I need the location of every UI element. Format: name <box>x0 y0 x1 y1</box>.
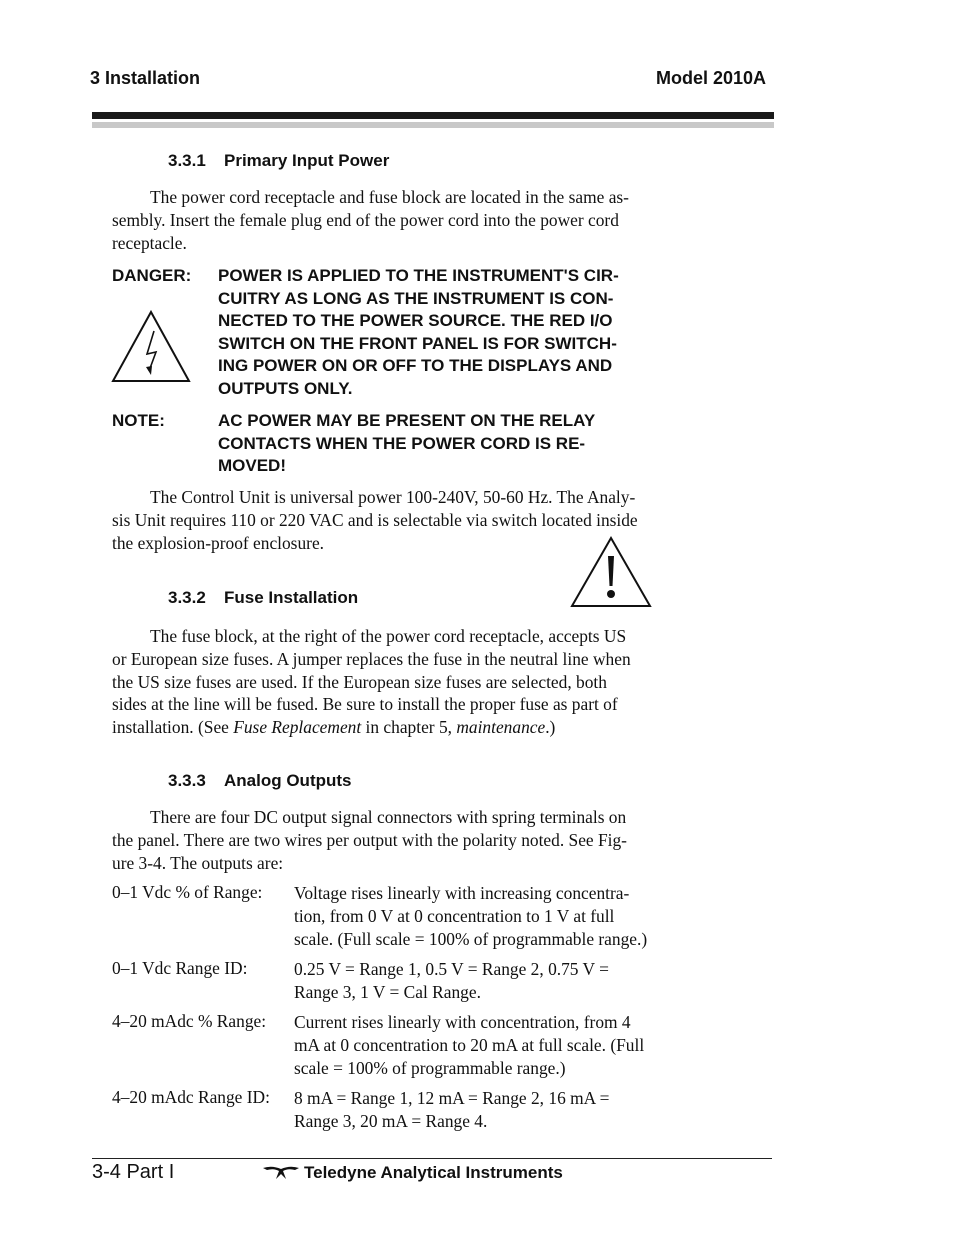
para-line: ure 3-4. The outputs are: <box>112 852 284 873</box>
para-line: or European size fuses. A jumper replaces the fuse in the neutral line when <box>112 648 631 669</box>
danger-line: NECTED TO THE POWER SOURCE. THE RED I/O <box>218 311 613 330</box>
output-line: mA at 0 concentration to 20 mA at full scale. (Full <box>294 1034 645 1055</box>
company-name: Teledyne Analytical Instruments <box>304 1163 563 1182</box>
para-line: the explosion-proof enclosure. <box>112 532 325 553</box>
paragraph-power-cord <box>112 186 682 254</box>
model-header: Model 2010A <box>656 68 767 88</box>
danger-text <box>218 265 678 400</box>
danger-label: DANGER: <box>112 266 192 285</box>
section-heading-3-3-2 <box>168 588 358 608</box>
note-line: AC POWER MAY BE PRESENT ON THE RELAY <box>218 411 596 430</box>
section-heading-3-3-3 <box>168 771 351 791</box>
para-line: sis Unit requires 110 or 220 VAC and is selectable via switch located inside <box>112 509 638 530</box>
note-text <box>218 410 678 478</box>
paragraph-fuse <box>112 625 682 739</box>
section-number: 3.3.1 <box>168 151 206 170</box>
header-rule <box>92 112 774 119</box>
danger-line: ING POWER ON OR OFF TO THE DISPLAYS AND <box>218 356 613 375</box>
para-line: The Control Unit is universal power 100-240V, 50-60 Hz. The Analy- <box>150 487 636 507</box>
output-label: 4–20 mAdc % Range: <box>112 1011 267 1031</box>
output-line: scale = 100% of programmable range.) <box>294 1057 566 1078</box>
text-run: .) <box>545 717 556 738</box>
para-line: sembly. Insert the female plug end of the power cord into the power cord <box>112 209 619 230</box>
output-line: scale. (Full scale = 100% of programmable range.) <box>294 928 648 949</box>
section-title: Fuse Installation <box>224 588 359 607</box>
para-line: the panel. There are two wires per output with the polarity noted. See Fig- <box>112 829 627 850</box>
para-line: The power cord receptacle and fuse block are located in the same as- <box>150 187 629 207</box>
para-line: The fuse block, at the right of the power cord receptacle, accepts US <box>150 626 627 646</box>
section-title: Analog Outputs <box>224 771 352 790</box>
output-line: Voltage rises linearly with increasing concentra- <box>294 883 630 903</box>
section-number: 3.3.3 <box>168 771 206 790</box>
output-label: 0–1 Vdc % of Range: <box>112 882 263 902</box>
note-label: NOTE: <box>112 411 165 430</box>
output-description <box>294 958 694 1004</box>
danger-line: SWITCH ON THE FRONT PANEL IS FOR SWITCH- <box>218 333 617 353</box>
danger-line: OUTPUTS ONLY. <box>218 378 353 398</box>
text-run: installation. (See <box>112 717 234 738</box>
paragraph-analog-outputs <box>112 806 682 874</box>
output-line: 0.25 V = Range 1, 0.5 V = Range 2, 0.75 V = <box>294 959 609 979</box>
para-line: sides at the line will be fused. Be sure to install the proper fuse as part of <box>112 694 618 715</box>
output-line: tion, from 0 V at 0 concentration to 1 V at full <box>294 905 615 926</box>
section-heading-3-3-1 <box>168 151 389 171</box>
para-line: the US size fuses are used. If the European size fuses are selected, both <box>112 671 607 692</box>
output-line: Range 3, 1 V = Cal Range. <box>294 981 481 1002</box>
electric-shock-warning-icon <box>110 309 192 384</box>
output-line: Current rises linearly with concentration, from 4 <box>294 1012 631 1032</box>
teledyne-logo-icon <box>262 1165 300 1181</box>
chapter-header: 3 Installation <box>90 68 201 88</box>
para-line <box>112 716 682 739</box>
text-run: in chapter 5, <box>361 717 457 738</box>
footer-rule <box>92 1158 772 1159</box>
page-number: 3-4 Part I <box>92 1161 175 1183</box>
maintenance-ref: maintenance <box>456 717 546 738</box>
section-title: Primary Input Power <box>224 151 390 170</box>
output-line: 8 mA = Range 1, 12 mA = Range 2, 16 mA = <box>294 1088 610 1108</box>
output-label: 4–20 mAdc Range ID: <box>112 1087 270 1107</box>
note-line: CONTACTS WHEN THE POWER CORD IS RE- <box>218 433 586 453</box>
danger-line: CUITRY AS LONG AS THE INSTRUMENT IS CON- <box>218 288 614 308</box>
note-line: MOVED! <box>218 456 286 475</box>
para-line: There are four DC output signal connectors with spring terminals on <box>150 807 627 827</box>
danger-line: POWER IS APPLIED TO THE INSTRUMENT'S CIR- <box>218 266 619 285</box>
output-description <box>294 882 694 950</box>
output-line: Range 3, 20 mA = Range 4. <box>294 1110 488 1131</box>
output-description <box>294 1087 694 1133</box>
header-rule-shadow <box>92 122 774 128</box>
output-label: 0–1 Vdc Range ID: <box>112 958 248 978</box>
fuse-replacement-ref: Fuse Replacement <box>233 717 362 738</box>
caution-exclamation-icon <box>570 536 652 608</box>
section-number: 3.3.2 <box>168 588 206 607</box>
para-line: receptacle. <box>112 232 187 253</box>
output-description <box>294 1011 694 1079</box>
